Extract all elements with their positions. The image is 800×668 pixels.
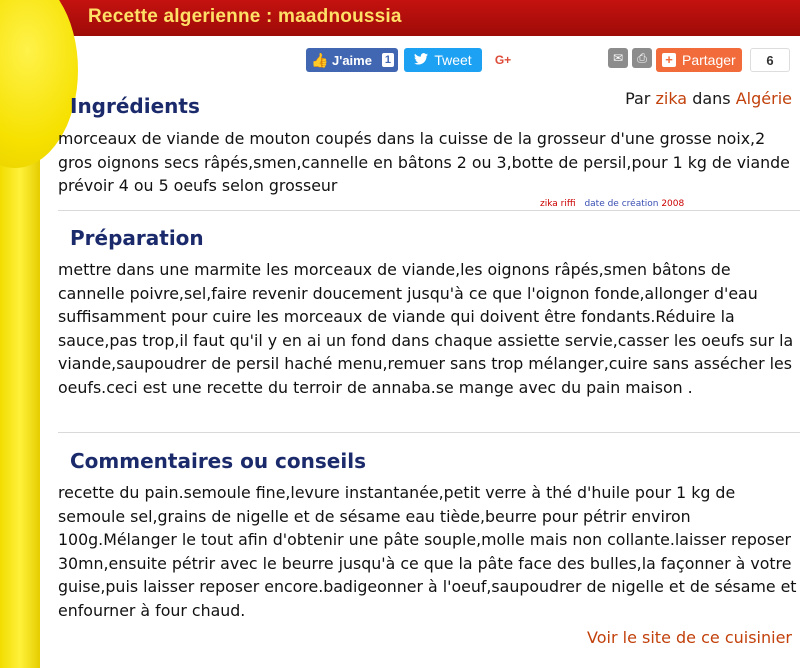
- google-plus-icon: G+: [494, 53, 512, 67]
- author-middle: dans: [692, 89, 731, 108]
- author-name-link[interactable]: zika: [655, 89, 688, 108]
- signature: [540, 199, 684, 209]
- envelope-icon: ✉: [612, 51, 624, 65]
- author-country-link[interactable]: Algérie: [735, 89, 792, 108]
- comments-heading: Commentaires ou conseils: [70, 449, 366, 473]
- ingredients-heading: Ingrédients: [70, 94, 200, 118]
- google-plus-button[interactable]: [490, 48, 516, 72]
- share-button[interactable]: [656, 48, 742, 72]
- divider: [58, 210, 800, 211]
- author-line: [625, 89, 792, 108]
- tweet-label: Tweet: [434, 52, 472, 68]
- printer-icon: ⎙: [637, 50, 647, 65]
- plus-icon: +: [662, 53, 676, 67]
- facebook-like-button[interactable]: [306, 48, 398, 72]
- thumbs-up-icon: 👍: [311, 51, 329, 68]
- share-label: Partager: [682, 52, 736, 68]
- page-title: Recette algerienne : maadnoussia: [88, 6, 402, 27]
- twitter-bird-icon: [414, 52, 428, 68]
- preparation-text: mettre dans une marmite les morceaux de viande,les oignons râpés,smen bâtons de cannelle poivre,sel,faire revenir doucement jusqu'à ce que l'oignon fonde,allonger d'eau suffisamment pour cuire les morceaux de viande qui doivent être fondants.Réduire la sauce,pas trop,il faut qu'il y en ai un fond dans chaque assiette servie,casser les oeufs sur la viande,saupoudrer de persil haché menu,remuer sans trop mélanger,cuire sans assécher les oeufs.ceci est une recette du terroir de annaba.se mange avec du pain maison .: [58, 260, 794, 397]
- spoon-handle-decoration: [0, 160, 40, 668]
- signature-year: 2008: [661, 199, 685, 209]
- ingredients-text: morceaux de viande de mouton coupés dans la cuisse de la grosseur d'une grosse noix,2 gros oignons secs râpés,smen,cannelle en bâtons 2 ou 3,botte de persil,pour 1 kg de viande prévoir 4 ou 5 oeufs selon grosseur: [58, 129, 790, 196]
- print-button[interactable]: [632, 48, 652, 68]
- like-count: 1: [382, 53, 394, 67]
- cook-site-link[interactable]: Voir le site de ce cuisinier: [587, 628, 792, 647]
- share-count: 6: [750, 48, 790, 72]
- comments-text: recette du pain.semoule fine,levure instantanée,petit verre à thé d'huile pour 1 kg de semoule sel,grains de nigelle et de sésame eau tiède,beurre pour pétrir environ 100g.Mélanger le tout afin d'obtenir une pâte souple,molle mais non collante.laisser reposer 30mn,ensuite pétrir avec le beurre jusqu'à ce que la pâte face des bulles,la façonner à votre guise,puis laisser reposer encore.badigeonner à l'oeuf,saupoudrer de nigelle et de sésame et enfourner à four chaud.: [58, 483, 797, 620]
- like-label: J'aime: [332, 52, 372, 68]
- email-button[interactable]: [608, 48, 628, 68]
- preparation-heading: Préparation: [70, 226, 204, 250]
- signature-date-label: date de création: [584, 199, 659, 209]
- author-prefix: Par: [625, 89, 651, 108]
- tweet-button[interactable]: [404, 48, 482, 72]
- divider: [58, 432, 800, 433]
- header-bar: [0, 0, 800, 36]
- signature-name: zika riffi: [540, 199, 576, 209]
